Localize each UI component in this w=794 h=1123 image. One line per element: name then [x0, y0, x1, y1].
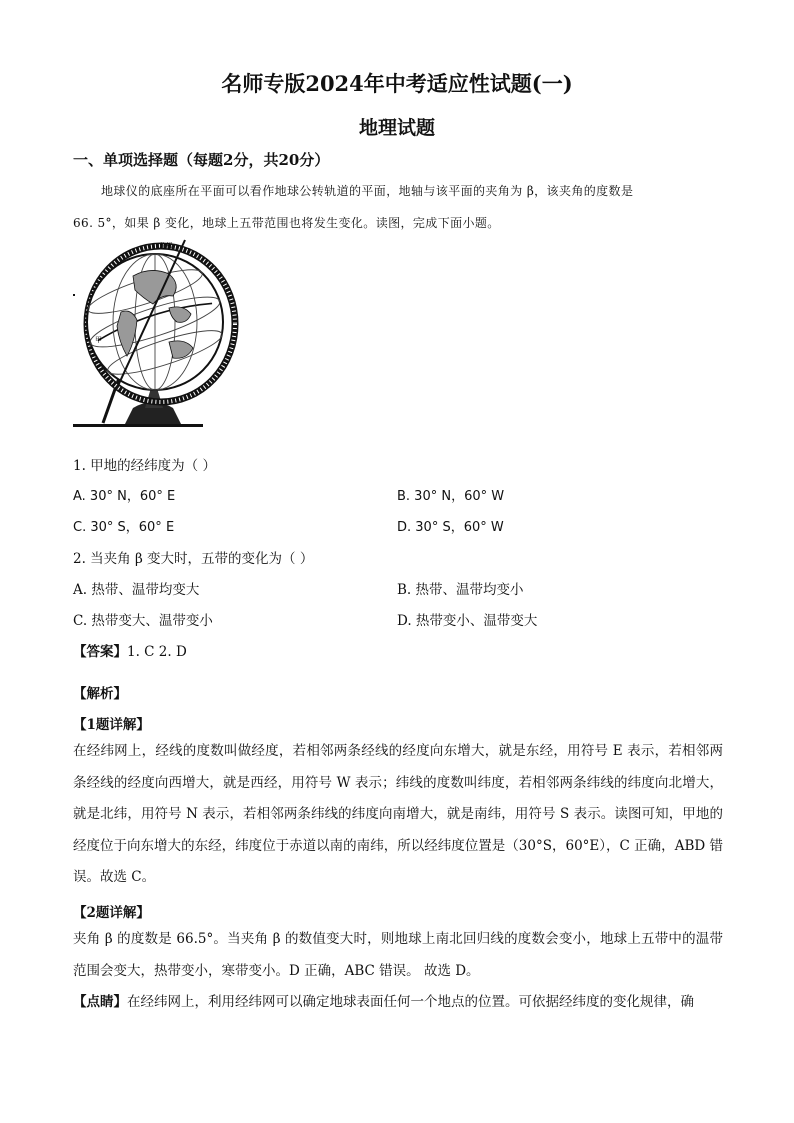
- page-subtitle: 地理试题: [358, 117, 435, 139]
- analysis-label: 【解析】: [73, 686, 127, 702]
- label-north: 北极: [159, 242, 173, 250]
- intro-line-1: 地球仪的底座所在平面可以看作地球公转轨道的平面，地轴与该平面的夹角为 β，该夹角的度数是: [101, 184, 634, 198]
- intro-line-2: 66. 5°，如果 β 变化，地球上五带范围也将发生变化。读图，完成下面小题。: [73, 216, 500, 230]
- question-1-option-a: A. 30° N，60° E: [73, 489, 176, 504]
- question-1-option-c: C. 30° S，60° E: [73, 520, 175, 535]
- page-title: 名师专版2024年中考适应性试题(一): [221, 71, 573, 96]
- globe-figure: [73, 238, 241, 436]
- question-2-option-c: C. 热带变大、温带变小: [73, 613, 213, 629]
- question-2-option-a: A. 热带、温带均变大: [73, 582, 200, 598]
- question-2-stem: 2. 当夹角 β 变大时，五带的变化为（ ）: [73, 551, 314, 567]
- q2-detail-text: 夹角 β 的度数是 66.5°。当夹角 β 的数值变大时，则地球上南北回归线的度数会变小，地球上五带中的温带范围会变大，热带变小，寒带变小。D 正确，ABC 错误。 故选 D。: [73, 931, 723, 979]
- label-jia: 甲: [95, 336, 102, 344]
- answer-label: 【答案】: [73, 644, 127, 660]
- q1-detail-label: 【1题详解】: [73, 717, 150, 733]
- section-heading: 一、单项选择题（每题2分，共20分）: [73, 151, 330, 169]
- globe-base-plate: [73, 424, 203, 427]
- tip-label: 【点睛】: [73, 994, 127, 1010]
- tip-text: 在经纬网上，利用经纬网可以确定地球表面任何一个地点的位置。可依据经纬度的变化规律，确: [127, 994, 694, 1010]
- question-2-option-b: B. 热带、温带均变小: [397, 582, 524, 598]
- q2-detail-label: 【2题详解】: [73, 905, 150, 921]
- question-1-option-d: D. 30° S，60° W: [397, 520, 504, 535]
- answer-line: [73, 640, 187, 660]
- question-2-option-d: D. 热带变小、温带变大: [397, 613, 538, 629]
- q1-detail-text: 在经纬网上，经线的度数叫做经度，若相邻两条经线的经度向东增大，就是东经，用符号 E 表示，若相邻两条经线的经度向西增大，就是西经，用符号 W 表示；纬线的度数叫纬度，若相邻两条纬线的纬度向北增大，就是北纬，用符号 N 表示，若相邻两条纬线的纬度向南增大，就是南纬，用符号 S 表示。读图可知，甲地的经度位于向东增大的东经，纬度位于赤道以南的南纬，所以经纬度位置是（30°S，60°E），C 正确，ABD 错误。故选 C。: [73, 743, 723, 885]
- question-1-option-b: B. 30° N，60° W: [397, 489, 505, 504]
- answer-text: 1. C 2. D: [127, 644, 187, 660]
- question-1-stem: 1. 甲地的经纬度为（ ）: [73, 458, 216, 474]
- tip-line: [73, 987, 723, 1019]
